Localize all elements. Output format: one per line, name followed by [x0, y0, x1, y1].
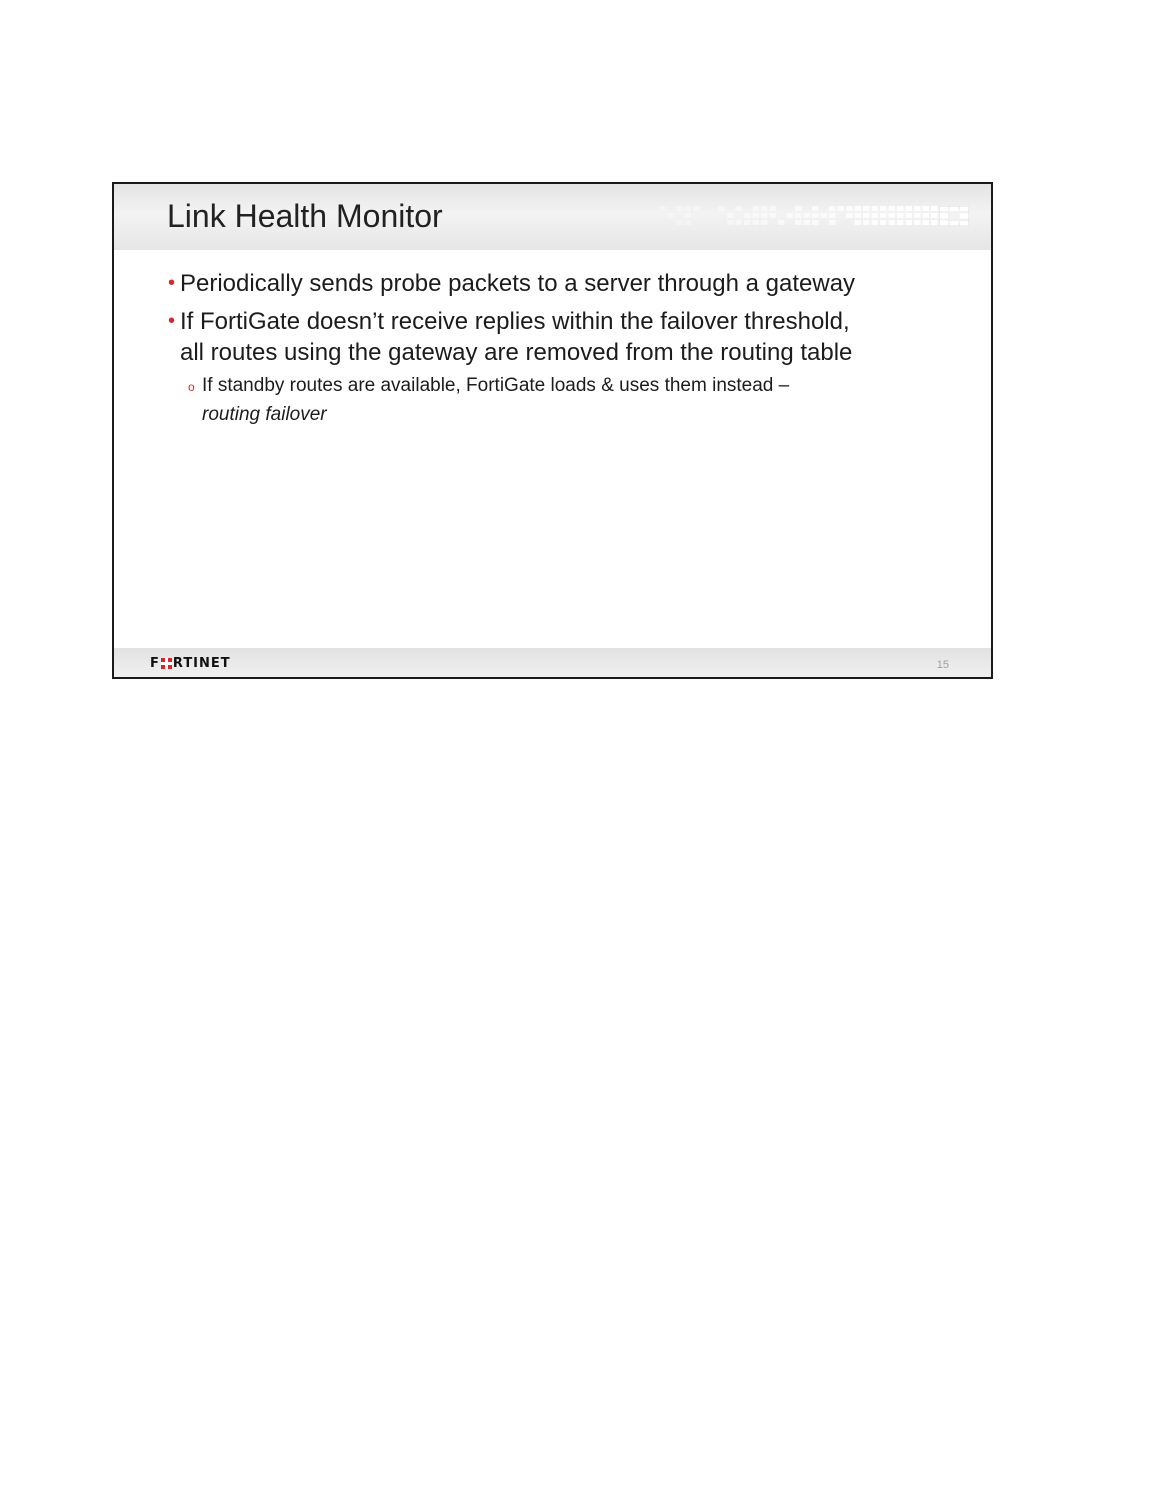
pattern-dot: [736, 206, 743, 211]
pattern-dot: [872, 213, 879, 218]
pattern-dot: [923, 206, 930, 211]
bullet-list: [168, 268, 968, 429]
pattern-dot: [795, 220, 802, 225]
pattern-dot: [685, 213, 692, 218]
pattern-dot: [778, 220, 785, 225]
pattern-dot: [914, 220, 921, 225]
pattern-dot: [693, 206, 700, 211]
pattern-dot: [863, 220, 870, 225]
page-number: 15: [936, 659, 949, 671]
pattern-dot: [914, 213, 921, 218]
pattern-dot: [889, 206, 896, 211]
pattern-dot: [676, 220, 683, 225]
pattern-dot: [829, 213, 836, 218]
pattern-dot: [931, 220, 938, 225]
pattern-dot: [897, 213, 904, 218]
pattern-dot: [880, 213, 887, 218]
slide-footer: [114, 648, 991, 677]
fortinet-mark-icon: [939, 206, 969, 226]
pattern-dot: [821, 213, 828, 218]
pattern-dot: [753, 220, 760, 225]
pattern-dot: [906, 206, 913, 211]
pattern-dot: [923, 220, 930, 225]
slide: [112, 182, 993, 679]
pattern-dot: [812, 220, 819, 225]
pattern-dot: [931, 213, 938, 218]
pattern-dot: [744, 213, 751, 218]
bullet-item: [168, 268, 968, 299]
pattern-dot: [744, 220, 751, 225]
pattern-dot: [770, 206, 777, 211]
bullet-dot-icon: •: [168, 272, 176, 294]
pattern-dot: [897, 206, 904, 211]
pattern-dot: [838, 206, 845, 211]
pattern-dot: [727, 213, 734, 218]
pattern-dot: [846, 206, 853, 211]
pattern-dot: [923, 213, 930, 218]
pattern-dot: [889, 220, 896, 225]
bullet-text: Periodically sends probe packets to a server through a gateway: [180, 270, 856, 297]
pattern-dot: [795, 206, 802, 211]
pattern-dot: [736, 220, 743, 225]
slide-title: Link Health Monitor: [167, 198, 443, 234]
pattern-dot: [676, 206, 683, 211]
pattern-dot: [761, 206, 768, 211]
pattern-dot: [804, 213, 811, 218]
bullet-text-line: If FortiGate doesn’t receive replies within the failover threshold,: [180, 308, 850, 335]
pattern-dot: [753, 213, 760, 218]
pattern-dot: [855, 220, 862, 225]
sub-bullet-item: [168, 371, 968, 429]
pattern-dot: [906, 220, 913, 225]
sub-bullet-italic-text: routing failover: [202, 404, 327, 425]
pattern-dot: [659, 206, 666, 211]
pattern-dot: [770, 213, 777, 218]
pattern-dot: [668, 213, 675, 218]
pattern-dot: [872, 220, 879, 225]
bullet-text-line: all routes using the gateway are removed from the routing table: [180, 339, 853, 366]
slide-header: [114, 184, 991, 250]
pattern-dot: [880, 206, 887, 211]
pattern-dot: [812, 206, 819, 211]
pattern-dot: [931, 206, 938, 211]
pattern-dot: [897, 220, 904, 225]
pattern-dot: [889, 213, 896, 218]
pattern-dot: [863, 213, 870, 218]
pattern-dot: [829, 206, 836, 211]
sub-bullet-text: [202, 371, 968, 429]
sub-bullet-line: If standby routes are available, FortiGate loads & uses them instead –: [202, 375, 790, 396]
fortinet-logo: F RTINET: [150, 655, 231, 671]
pattern-dot: [872, 206, 879, 211]
pattern-dot: [846, 213, 853, 218]
hollow-circle-bullet-icon: o: [188, 380, 195, 394]
pattern-dot: [761, 220, 768, 225]
dot-pattern-icon: [659, 205, 969, 227]
pattern-dot: [719, 206, 726, 211]
pattern-dot: [727, 220, 734, 225]
pattern-dot: [753, 206, 760, 211]
pattern-dot: [761, 213, 768, 218]
pattern-dot: [795, 213, 802, 218]
pattern-dot: [829, 220, 836, 225]
pattern-dot: [914, 206, 921, 211]
pattern-dot: [685, 220, 692, 225]
pattern-dot: [855, 213, 862, 218]
pattern-dot: [685, 206, 692, 211]
pattern-dot: [804, 220, 811, 225]
pattern-dot: [812, 213, 819, 218]
pattern-dot: [863, 206, 870, 211]
pattern-dot: [787, 213, 794, 218]
bullet-dot-icon: •: [168, 310, 176, 332]
pattern-dot: [906, 213, 913, 218]
bullet-item: [168, 306, 968, 368]
fortinet-logo-mark-icon: [161, 658, 172, 669]
pattern-dot: [880, 220, 887, 225]
pattern-dot: [855, 206, 862, 211]
